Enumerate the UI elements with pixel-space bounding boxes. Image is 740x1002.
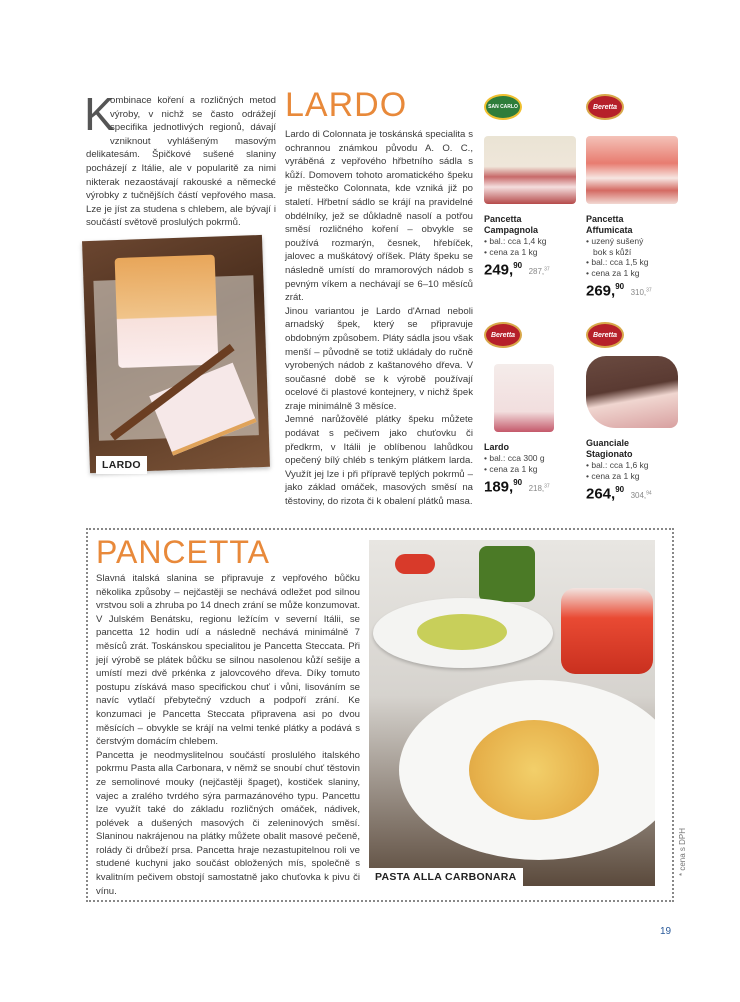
- pancetta-article: [96, 572, 360, 898]
- vat-note: * cena s DPH: [678, 827, 687, 876]
- product-pancetta-campagnola: [484, 94, 576, 279]
- product-name-line: Pancetta: [484, 214, 522, 224]
- product-bullet: bok s kůží: [593, 246, 632, 257]
- product-name-line: Pancetta: [586, 214, 624, 224]
- product-bullet: • bal.: cca 1,5 kg: [586, 257, 649, 267]
- product-bullet: • cena za 1 kg: [484, 463, 538, 474]
- product-name-line: Lardo: [484, 442, 510, 452]
- product-bullet: • cena za 1 kg: [484, 246, 538, 257]
- product-name: [586, 214, 678, 236]
- tomato-sauce-jar-image: [561, 588, 653, 674]
- lardo-photo-caption: LARDO: [96, 456, 147, 474]
- lardo-paragraph: Lardo di Colonnata je toskánská specialita s ochrannou známkou původu A. O. C., vyráběná z vepřového hřbetního sádla s kůží. Domovem tohoto aromatického špeku je městečko Colonnata, kde vzniká již po staletí. Hřbetní sádlo se krájí na pravidelné obdélníky, jež se důkladně nasolí a potřou směsí rozličného koření – obvykle se používá rozmarýn, česnek, hřebíček, jalovec a muškátový oříšek. Pláty špeku se následně umístí do mramorových nádob s pevným víkem a nechávají se 6–10 měsíců zrát.: [285, 129, 473, 304]
- product-price: [484, 261, 576, 279]
- price-with-vat: [529, 267, 550, 276]
- price-with-vat: [631, 491, 652, 500]
- pancetta-title: PANCETTA: [96, 534, 270, 570]
- lardo-paragraph: Jinou variantou je Lardo d'Arnad neboli arnadský špek, který se připravuje obdobným způsobem. Pláty sádla jsou však menší – původně se totiž ukládaly do ručně vyrobených nádob z kaštanového dřeva. V současné době se k výrobě používají ocelové či plastové kontejnery, v nichž špek zraje minimálně 3 měsíce.: [285, 305, 473, 412]
- product-image: [586, 356, 678, 428]
- price-decimal: 90: [615, 485, 625, 494]
- price-decimal: 90: [513, 261, 523, 270]
- price-main: 249,: [484, 261, 514, 279]
- product-bullet: • cena za 1 kg: [586, 267, 640, 278]
- product-name: [484, 442, 576, 453]
- product-price: [586, 485, 678, 503]
- page-number: 19: [660, 926, 672, 937]
- product-bullet: • bal.: cca 1,4 kg: [484, 236, 547, 246]
- product-image: [484, 136, 576, 204]
- beretta-logo-icon: Beretta: [586, 94, 624, 120]
- price-main: 264,: [586, 485, 616, 503]
- price-main: 269,: [586, 282, 616, 300]
- cherry-tomatoes-image: [395, 554, 435, 574]
- product-name-line: Affumicata: [586, 225, 633, 235]
- product-bullet: • bal.: cca 300 g: [484, 453, 545, 463]
- pancetta-paragraph: Pancetta je neodmyslitelnou součástí proslulého italského pokrmu Pasta alla Carbonara, v němž se snoubí chuť těstovin ze semolinové mouky (nejčastěji špaget), kostiček slaniny, vajec a zralého tvrdého sýra parmazánového typu. Pancettu lze využít také do základu rozličných omáček, nádivek, polévek a dušených masových či zeleninových směsí. Slaninou nakrájenou na plátky můžete obalit masové pečeně, rolády či drůbeží prsa. Pancetta hraje nezastupitelnou roli ve studené kuchyni jako součást obložených mís, společně s kvalitním pečivem obstojí samostatně jako chuťovka k pivu či vínu.: [96, 749, 360, 897]
- product-name-line: Campagnola: [484, 225, 539, 235]
- price-vat-decimal: 37: [646, 287, 652, 294]
- product-bullet: • cena za 1 kg: [586, 470, 640, 481]
- price-vat-decimal: 37: [544, 266, 550, 273]
- product-price: [484, 478, 576, 496]
- price-decimal: 90: [513, 478, 523, 487]
- product-price: [586, 282, 678, 300]
- price-vat-decimal: 94: [646, 490, 652, 497]
- drop-cap: K: [84, 88, 115, 140]
- san-carlo-logo-icon: SAN CARLO: [484, 94, 522, 120]
- price-with-vat: [529, 484, 550, 493]
- product-name-line: Guanciale: [586, 438, 630, 448]
- product-lardo: [484, 322, 576, 496]
- beretta-logo-icon: Beretta: [484, 322, 522, 348]
- lardo-article: [285, 128, 473, 509]
- intro-text: ombinace koření a rozličných metod výroby, v nichž se často odrážejí specifika jednotlivých regionů, dávají vzniknout vyhlášeným masovým delikatesám. Špičkové sušené slaniny pocházejí z Itálie, ale v popularitě za nimi nikterak nezaostávají rakouské a německé výrobky z tučnějších částí vepřového masa. Lze je jíst za studena s chlebem, ale bývají i součástí světově proslulých pokrmů.: [86, 95, 276, 229]
- product-name-line: Stagionato: [586, 449, 633, 459]
- product-image: [586, 136, 678, 204]
- lardo-photo: [82, 235, 270, 473]
- lardo-block-image: [115, 255, 219, 368]
- price-with-vat: [631, 288, 652, 297]
- product-image: [494, 364, 554, 432]
- price-vat-main: 304,: [630, 491, 647, 501]
- intro-paragraph: [84, 88, 276, 230]
- product-bullet: • bal.: cca 1,6 kg: [586, 460, 649, 470]
- lardo-title: LARDO: [285, 86, 408, 124]
- pesto-jar-image: [479, 546, 535, 602]
- pancetta-paragraph: Slavná italská slanina se připravuje z vepřového bůčku několika způsoby – nejčastěji se nechává odležet pod silnou vrstvou soli a zhruba po 14 dnech zrání se může konzumovat. V Julském Benátsku, regionu ležícím v severní Itálii, se pancetta 12 hodin udí a následně nechává minimálně 7 měsíců zrát. Toskánskou specialitou je Pancetta Steccata. Při její výrobě se plátek bůčku se silnou nasolenou kůží sešije a umístí mezi dvě prkénka z jalovcového dřeva. Díky tomuto postupu získává maso specifickou chuť i vůni, lisováním se navíc vytlačí přebytečný vzduch a podpoří zrání. Ke konzumaci je Pancetta Steccata připravena asi po dvou měsících – obvykle se krájí na velmi tenké plátky a podává s čerstvým domácím chlebem.: [96, 573, 360, 748]
- price-vat-main: 310,: [630, 288, 647, 298]
- product-name: [586, 438, 678, 460]
- price-main: 189,: [484, 478, 514, 496]
- lardo-paragraph: Jemné narůžovělé plátky špeku můžete podávat s pečivem jako chuťovku či předkrm, v Itálii je oblíbenou lahůdkou opečený bílý chléb s tenkým plátkem larda. Využít jej lze i při přípravě teplých pokrmů – jako základ omáček, masových směsí na těstoviny, do rizota či k obalení plátků masa.: [285, 414, 473, 508]
- spaghetti-image: [469, 720, 599, 820]
- pasta-carbonara-photo: [369, 540, 655, 886]
- product-name: [484, 214, 576, 236]
- product-bullet: • uzený sušený: [586, 236, 644, 246]
- price-vat-main: 218,: [528, 484, 545, 494]
- pasta-photo-caption: PASTA ALLA CARBONARA: [369, 868, 523, 886]
- price-decimal: 90: [615, 282, 625, 291]
- price-vat-decimal: 37: [544, 483, 550, 490]
- product-guanciale-stagionato: [586, 322, 678, 503]
- product-pancetta-affumicata: [586, 94, 678, 300]
- price-vat-main: 287,: [528, 267, 545, 277]
- beretta-logo-icon: Beretta: [586, 322, 624, 348]
- gnocchi-image: [417, 614, 507, 650]
